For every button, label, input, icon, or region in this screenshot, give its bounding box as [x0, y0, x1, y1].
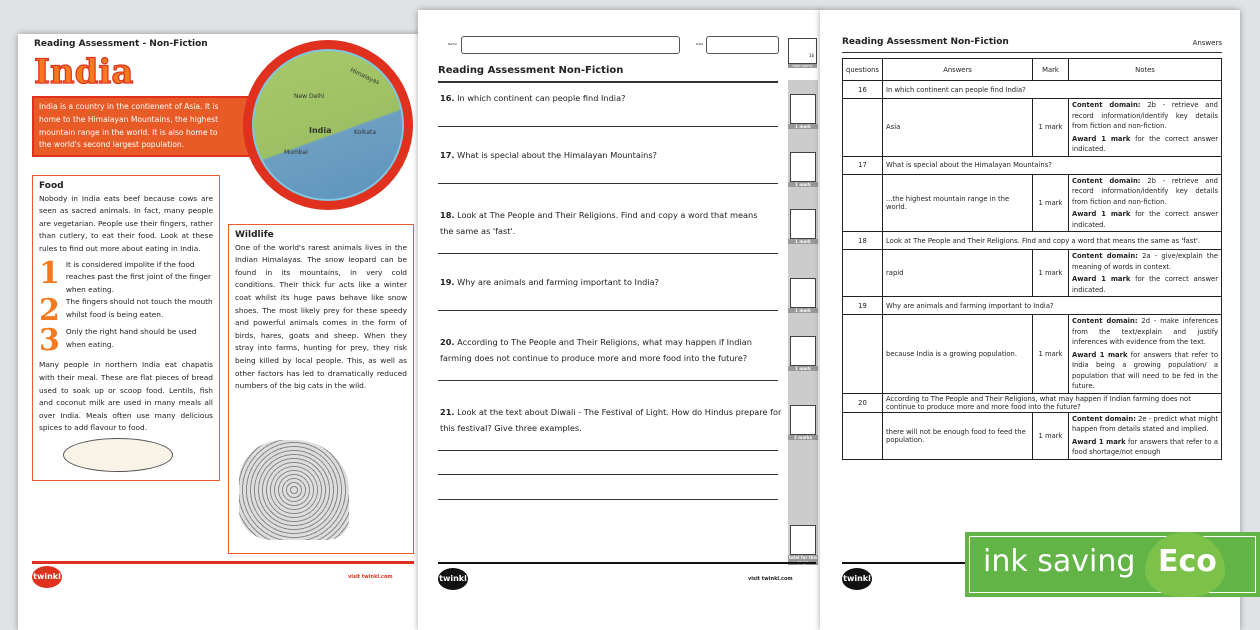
rule-number: 1 — [39, 255, 60, 291]
india-reading-page — [18, 34, 420, 630]
map-label: India — [309, 126, 332, 135]
question-text: Why are animals and farming important to India? — [883, 297, 1222, 315]
notes-cell — [1069, 315, 1222, 394]
question-number: 16 — [843, 81, 883, 99]
wildlife-heading: Wildlife — [235, 230, 274, 240]
domain-label: Content domain: — [1072, 101, 1141, 109]
mark-text: 1 mark — [1033, 99, 1069, 157]
question-row — [843, 81, 1222, 99]
answer-line[interactable] — [438, 183, 778, 184]
mark-label: 1 mark — [788, 239, 818, 244]
rule-text: Only the right hand should be used when eating. — [65, 327, 197, 349]
award-text: for the correct answer indicated. — [1072, 210, 1218, 229]
answer-text: rapid — [883, 250, 1033, 297]
question-number: 18. — [440, 210, 455, 220]
domain-text: 2b - retrieve and record information/identify key details from fiction and non-fiction. — [1072, 176, 1218, 206]
domain-text: 2b - retrieve and record information/identify key details from fiction and non-fiction. — [1072, 101, 1218, 130]
award-note — [1072, 134, 1218, 155]
page-total-label: total for this — [788, 555, 818, 565]
award-text: for the correct answer indicated. — [1072, 275, 1218, 294]
empty-cell — [843, 174, 883, 232]
question-row — [843, 297, 1222, 315]
question-text: Look at The People and Their Religions. Find and copy a word that means the same as 'fast'. — [883, 232, 1222, 250]
question-page — [418, 10, 822, 630]
notes-cell — [1069, 174, 1222, 232]
food-text: Nobody in India eats beef because cows are seen as sacred animals. In fact, many people are vegetarian. People use their fingers, rather than cutlery, to eat their food. Look at these rules to find out more about eating in India. — [39, 193, 213, 253]
page-title: India — [34, 52, 134, 92]
question-row — [843, 156, 1222, 174]
column-header: Notes — [1069, 59, 1222, 81]
column-header: Mark — [1033, 59, 1069, 81]
answer-line[interactable] — [438, 253, 778, 254]
wildlife-box — [228, 224, 414, 554]
question-text: Look at The People and Their Religions. Find and copy a word that means the same as 'fast'. — [440, 210, 758, 236]
column-header: questions — [843, 59, 883, 81]
map-label: New Delhi — [294, 93, 325, 100]
answer-row — [843, 412, 1222, 459]
question-number: 20. — [440, 337, 455, 347]
question-21 — [440, 404, 785, 436]
rule-text: It is considered impolite if the food reaches past the first joint of the finger when eating. — [65, 259, 212, 294]
wildlife-text: One of the world's rarest animals lives in the Indian Himalayas. The snow leopard can be found in its mountains, in very cold conditions. Their thick fur acts like a winter coat whilst its huge paws behave like snow shoes. The most likely prey for these speedy and powerful animals comes in the form of birds, hares, goats and sheep. When they stray into farms, hunting for prey, they risk being killed by local people. This, as well as other factors has led to dramatically reduced numbers of the big cats in the wild. — [235, 242, 407, 391]
mark-text: 1 mark — [1033, 412, 1069, 459]
award-note — [1072, 350, 1218, 392]
rule-number: 2 — [39, 293, 60, 329]
question-number: 19. — [440, 277, 455, 287]
rule-text: The fingers should not touch the mouth whilst food is being eaten. — [65, 297, 213, 319]
domain-label: Content domain: — [1072, 176, 1141, 185]
notes-cell — [1069, 250, 1222, 297]
title-divider — [438, 81, 778, 83]
intro-box: India is a country in the contienent of Asia. It is home to the Himalayan Mountains, the highest mountain range in the world. It is also home to the world's second largest population. — [32, 96, 262, 157]
food-text-2: Many people in northern India eat chapatis with their meal. These are flat pieces of bread used to soak up or scoop food. Lentils, fish and coconut milk are used in many meals all over India. Meals often use many delicious spices to add flavour to food. — [39, 360, 213, 433]
snow-leopard-illustration — [239, 440, 349, 540]
ink-saving-badge — [965, 532, 1260, 597]
award-note — [1072, 437, 1218, 458]
name-label: Name — [448, 42, 457, 46]
date-label: Date — [696, 42, 704, 46]
question-text: Why are animals and farming important to India? — [457, 277, 659, 287]
answer-text: because India is a growing population. — [883, 315, 1033, 394]
question-text: In which continent can people find India? — [457, 93, 626, 103]
domain-text: 2a - give/explain the meaning of words in context. — [1072, 252, 1218, 271]
empty-cell — [843, 412, 883, 459]
question-text: What is special about the Himalayan Mountains? — [883, 156, 1222, 174]
title-divider — [842, 52, 1222, 53]
award-label: Award 1 mark — [1072, 350, 1128, 359]
mark-label: 1 mark — [788, 182, 818, 187]
question-20 — [440, 334, 785, 366]
mark-label: 1 mark — [788, 308, 818, 313]
empty-cell — [843, 99, 883, 157]
domain-label: Content domain: — [1072, 317, 1138, 325]
mark-text: 1 mark — [1033, 250, 1069, 297]
mark-label: 2 marks — [788, 435, 818, 440]
mark-label: 1 mark — [788, 124, 818, 129]
domain-text: 2e - predict what might happen from details stated and implied. — [1072, 414, 1218, 433]
answer-text: ...the highest mountain range in the world. — [883, 174, 1033, 232]
mark-box[interactable] — [790, 94, 816, 124]
empty-cell — [843, 250, 883, 297]
rule-number: 3 — [39, 323, 60, 359]
question-row — [843, 232, 1222, 250]
name-field[interactable] — [461, 36, 680, 54]
mark-box[interactable] — [790, 405, 816, 435]
answer-line[interactable] — [438, 310, 778, 311]
rule-item — [39, 293, 213, 329]
answers-label: Answers — [1192, 39, 1222, 47]
food-box — [32, 175, 220, 481]
food-plate-illustration — [63, 438, 173, 472]
answer-line[interactable] — [438, 474, 778, 475]
twinkl-logo: twinkl — [842, 568, 872, 590]
footer-url[interactable]: visit twinkl.com — [748, 576, 793, 582]
question-18 — [440, 207, 760, 239]
total-marks-label: total marks — [788, 64, 817, 68]
mark-label: 1 mark — [788, 366, 818, 371]
marks-column — [788, 80, 818, 560]
domain-label: Content domain: — [1072, 414, 1136, 423]
rule-item — [39, 255, 213, 297]
question-number: 20 — [843, 393, 883, 412]
notes-cell — [1069, 412, 1222, 459]
mark-box[interactable] — [790, 336, 816, 366]
map-label: Kolkata — [354, 129, 377, 136]
answer-line[interactable] — [438, 499, 778, 500]
empty-cell — [843, 315, 883, 394]
answers-page-title: Reading Assessment Non-Fiction — [842, 37, 1009, 47]
award-label: Award 1 mark — [1072, 210, 1131, 218]
question-number: 17. — [440, 150, 455, 160]
question-row — [843, 393, 1222, 412]
twinkl-logo: twinkl — [438, 568, 468, 590]
answer-line[interactable] — [438, 380, 778, 381]
question-19 — [440, 277, 780, 287]
answer-line[interactable] — [438, 126, 778, 127]
answer-text: Asia — [883, 99, 1033, 157]
domain-label: Content domain: — [1072, 252, 1138, 260]
question-number: 21. — [440, 407, 455, 417]
award-text: for answers that refer to a food shortage/not enough — [1072, 437, 1218, 456]
eco-text: Eco — [1158, 544, 1217, 579]
question-number: 18 — [843, 232, 883, 250]
answer-row — [843, 174, 1222, 232]
question-16 — [440, 93, 780, 103]
footer-url[interactable]: visit twinkl.com — [348, 574, 393, 580]
ink-saving-text: ink saving — [983, 544, 1136, 579]
answer-row — [843, 315, 1222, 394]
answer-text: there will not be enough food to feed the population. — [883, 412, 1033, 459]
question-number: 17 — [843, 156, 883, 174]
india-map — [243, 40, 413, 210]
footer-divider — [32, 561, 414, 564]
mark-text: 1 mark — [1033, 315, 1069, 394]
mark-box[interactable] — [790, 278, 816, 308]
mark-text: 1 mark — [1033, 174, 1069, 232]
rule-item — [39, 323, 213, 359]
food-heading: Food — [39, 181, 64, 191]
award-note — [1072, 274, 1218, 295]
total-marks-box[interactable]: 16 — [788, 38, 817, 64]
notes-cell — [1069, 99, 1222, 157]
mark-box[interactable] — [790, 152, 816, 182]
award-label: Award 1 mark — [1072, 437, 1126, 446]
question-text: What is special about the Himalayan Mountains? — [457, 150, 657, 160]
question-number: 16. — [440, 93, 455, 103]
column-header: Answers — [883, 59, 1033, 81]
mark-box[interactable] — [790, 209, 816, 239]
award-note — [1072, 209, 1218, 230]
question-number: 19 — [843, 297, 883, 315]
question-text: In which continent can people find India? — [883, 81, 1222, 99]
question-17 — [440, 150, 780, 160]
footer-divider — [438, 562, 816, 564]
map-label: Mumbai — [284, 149, 308, 156]
award-text: for the correct answer indicated. — [1072, 134, 1218, 153]
award-label: Award 1 mark — [1072, 134, 1131, 143]
award-text: for answers that refer to India being a growing population/ a population that will need to be fed in the future. — [1072, 350, 1218, 390]
date-field[interactable] — [706, 36, 779, 54]
question-text: Look at the text about Diwali - The Festival of Light. How do Hindus prepare for this festival? Give three examples. — [440, 407, 782, 433]
question-page-title: Reading Assessment Non-Fiction — [438, 65, 624, 76]
question-text: According to The People and Their Religions, what may happen if Indian farming does not continue to produce more and more food into the future? — [883, 393, 1222, 412]
question-text: According to The People and Their Religions, what may happen if Indian farming does not continue to produce more and more food into the future? — [440, 337, 752, 363]
map-label: Himalayas — [348, 66, 381, 87]
answer-row — [843, 250, 1222, 297]
answers-table — [842, 58, 1222, 460]
page-header: Reading Assessment - Non-Fiction — [34, 39, 208, 49]
domain-text: 2d - make inferences from the text/explain and justify inferences with evidence from the text. — [1072, 317, 1219, 346]
twinkl-logo: twinkl — [32, 566, 62, 588]
answer-line[interactable] — [438, 450, 778, 451]
award-label: Award 1 mark — [1072, 275, 1131, 283]
answer-row — [843, 99, 1222, 157]
page-total-box[interactable] — [790, 525, 816, 555]
